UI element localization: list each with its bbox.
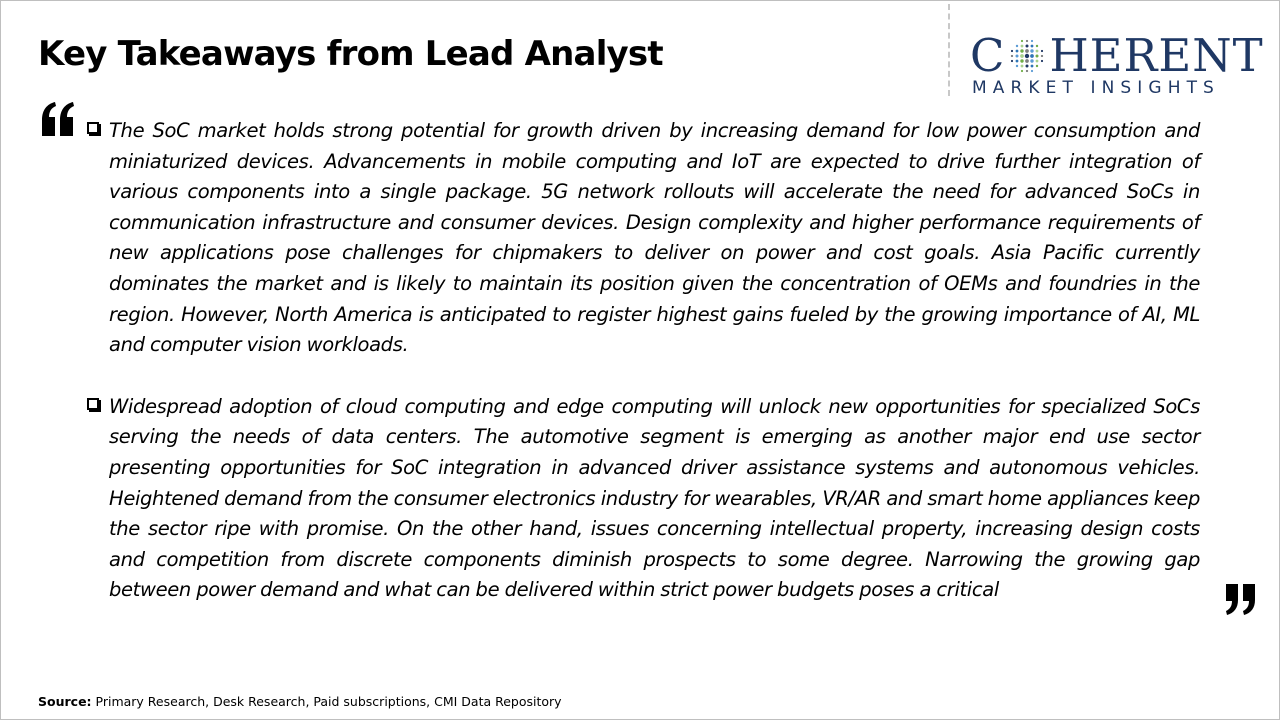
- logo-dot: [1016, 50, 1019, 53]
- logo-dot: [1036, 45, 1038, 47]
- logo-dot: [1011, 50, 1013, 52]
- logo-dot: [1031, 45, 1034, 48]
- takeaway-item: [86, 392, 1200, 606]
- logo-dot: [1026, 49, 1030, 53]
- logo-dot: [1021, 70, 1023, 72]
- source-note: [38, 694, 562, 709]
- logo-dot: [1041, 60, 1043, 62]
- logo-letter-c: C: [970, 29, 1006, 82]
- takeaway-text: Widespread adoption of cloud computing and edge computing will unlock new opportunities for specialized SoCs serving the needs of data centers. The automotive segment is emerging as another major end use sector presenting opportunities for SoC integration in advanced driver assistance systems and autonomous vehicles. Heightened demand from the consumer electronics industry for wearables, VR/AR and smart home appliances keep the sector ripe with promise. On the other hand, issues concerning intellectual property, increasing design costs and competition from discrete components diminish prospects to some degree. Narrowing the growing gap between power demand and what can be delivered within strict power budgets poses a critical: [109, 394, 1200, 602]
- company-logo: [966, 30, 1264, 100]
- logo-dot: [1021, 40, 1023, 42]
- logo-dot: [1031, 65, 1034, 68]
- logo-dot: [1021, 45, 1024, 48]
- logo-dot: [1016, 60, 1019, 63]
- checkbox-bullet-icon: [87, 398, 99, 410]
- logo-dot: [1021, 65, 1024, 68]
- logo-dot: [1026, 45, 1029, 48]
- logo-dot: [1026, 40, 1028, 42]
- logo-dot: [1026, 59, 1030, 63]
- logo-wordmark: [970, 30, 1264, 82]
- logo-dot: [1016, 65, 1018, 67]
- takeaway-text: The SoC market holds strong potential for growth driven by increasing demand for low power consumption and miniaturized devices. Advancements in mobile computing and IoT are expected to drive further integration of various components into a single package. 5G network rollouts will accelerate the need for advanced SoCs in communication infrastructure and consumer devices. Design complexity and higher performance requirements of new applications pose challenges for chipmakers to deliver on power and cost goals. Asia Pacific currently dominates the market and is likely to maintain its position given the concentration of OEMs and foundries in the region. However, North America is anticipated to register highest gains fueled by the growing importance of AI, ML and computer vision workloads.: [109, 119, 1200, 357]
- logo-dot: [1031, 70, 1033, 72]
- logo-dot: [1021, 54, 1025, 58]
- source-text: Primary Research, Desk Research, Paid subscriptions, CMI Data Repository: [91, 694, 562, 709]
- logo-dot: [1041, 55, 1043, 57]
- page-title: Key Takeaways from Lead Analyst: [38, 34, 663, 74]
- logo-dot: [1026, 65, 1029, 68]
- logo-dot: [1026, 70, 1028, 72]
- logo-dot: [1041, 50, 1043, 52]
- header-divider: [948, 4, 950, 96]
- logo-dot: [1011, 60, 1013, 62]
- logo-dots-icon: [1007, 36, 1047, 76]
- logo-dot: [1021, 49, 1024, 52]
- source-label: Source:: [38, 694, 92, 709]
- takeaway-item: [86, 116, 1200, 361]
- logo-dot: [1016, 55, 1019, 58]
- quote-open-icon: [40, 100, 76, 138]
- logo-dot: [1036, 55, 1039, 58]
- logo-letters-herent: HERENT: [1049, 29, 1264, 82]
- logo-dot: [1036, 60, 1039, 63]
- logo-dot: [1036, 65, 1038, 67]
- logo-dot: [1031, 40, 1033, 42]
- logo-dot: [1031, 59, 1034, 62]
- logo-dot: [1025, 54, 1029, 58]
- logo-dot: [1031, 49, 1034, 52]
- logo-dot: [1011, 55, 1013, 57]
- quote-close-icon: [1224, 582, 1258, 616]
- takeaway-list: [86, 116, 1200, 637]
- checkbox-bullet-icon: [87, 122, 99, 134]
- logo-dot: [1031, 54, 1035, 58]
- logo-dot: [1036, 50, 1039, 53]
- logo-subtitle: MARKET INSIGHTS: [972, 78, 1220, 98]
- logo-dot: [1016, 45, 1018, 47]
- logo-dot: [1021, 59, 1024, 62]
